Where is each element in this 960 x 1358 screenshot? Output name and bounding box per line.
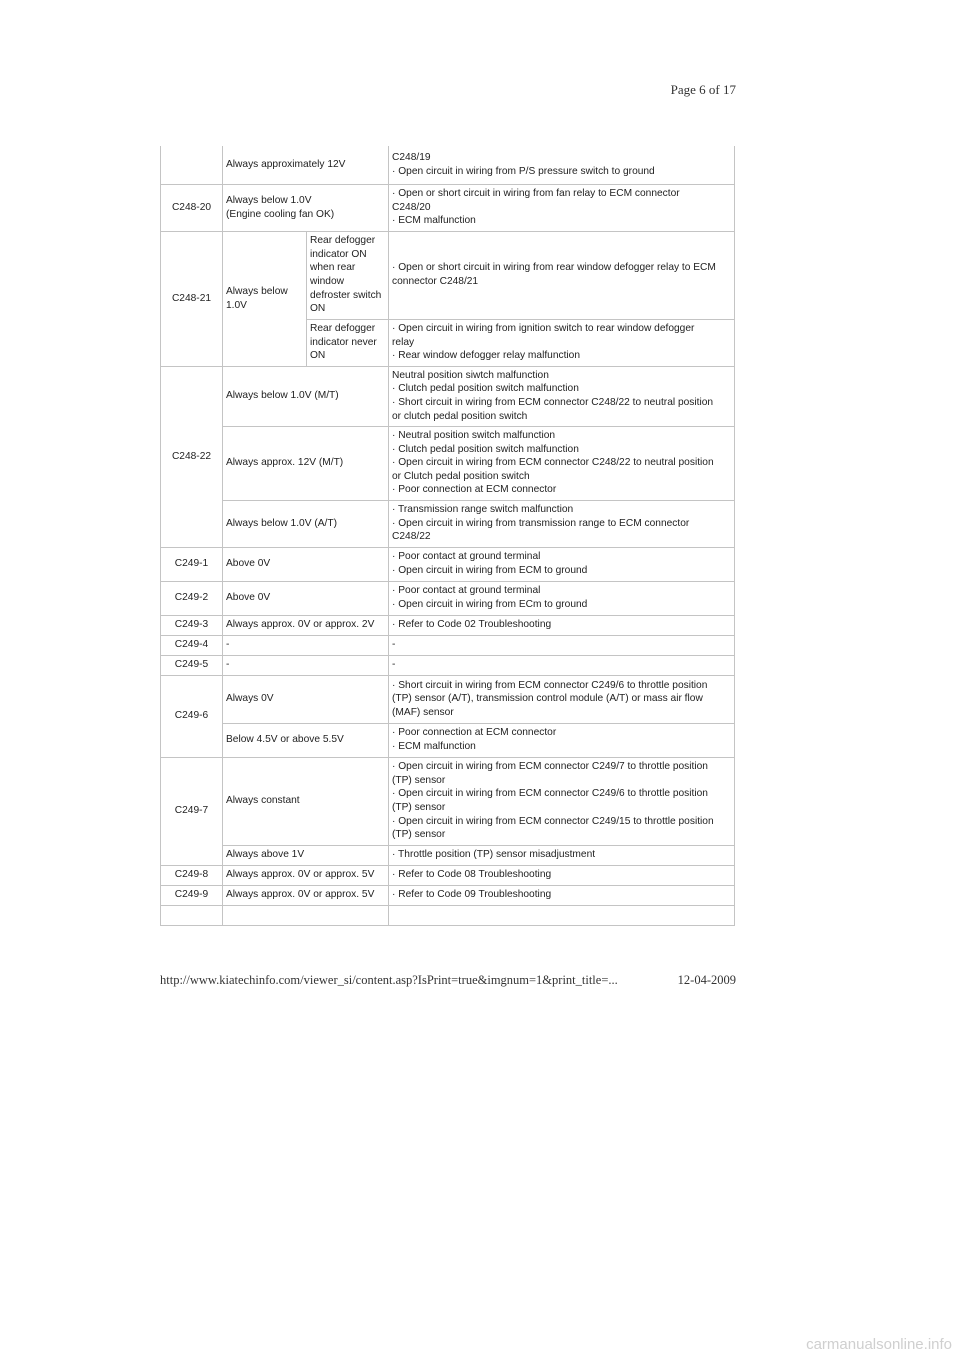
cause-line: · Poor contact at ground terminal [392,551,541,563]
cause-line: · Open circuit in wiring from ignition switch to rear window defogger [392,323,695,335]
condition-cell [307,319,389,366]
table-row [161,426,735,500]
voltage-line: Always below [226,285,288,297]
empty-cell [161,905,223,925]
page-number: Page 6 of 17 [670,82,736,97]
voltage-cell [223,231,307,366]
table-row [161,675,735,723]
cause-line: relay [392,336,415,348]
cause-line: or clutch pedal position switch [392,410,528,422]
voltage-cell: Always approx. 0V or approx. 5V [223,885,389,905]
cause-line: · Open circuit in wiring from ECM to ground [392,565,588,576]
cause-line: · Open or short circuit in wiring from rear window defogger relay to ECM [392,262,716,274]
condition-line: defroster switch [310,289,382,301]
table-row [161,500,735,547]
cause-line: · Open circuit in wiring from ECM connector C248/22 to neutral position [392,457,714,469]
table-row [161,366,735,426]
cause-line: C248/19 [392,152,431,164]
cause-line: C248/20 [392,201,431,213]
voltage-cell: Always constant [223,757,389,845]
cause-cell [389,675,735,723]
cause-cell [389,426,735,500]
voltage-cell: Always approx. 12V (M/T) [223,426,389,500]
voltage-cell: Above 0V [223,581,389,615]
cause-line: C248/22 [392,531,431,543]
cause-cell [389,319,735,366]
cause-cell [389,184,735,231]
table-row [161,723,735,757]
voltage-line: (Engine cooling fan OK) [226,208,335,220]
terminal-cell: C249-1 [161,547,223,581]
cause-line: (MAF) sensor [392,706,454,718]
cause-cell [389,547,735,581]
table-row [161,231,735,319]
voltage-line: Always below 1.0V [226,194,312,206]
terminal-cell: C249-7 [161,757,223,865]
table-row [161,865,735,885]
voltage-cell: - [223,635,389,655]
cause-line: (TP) sensor [392,829,446,841]
cause-cell: · Refer to Code 09 Troubleshooting [389,885,735,905]
voltage-cell: Always below 1.0V (A/T) [223,500,389,547]
cause-line: (TP) sensor [392,774,446,786]
condition-line: indicator never [310,336,377,348]
table-row [161,845,735,865]
cause-line: · ECM malfunction [392,215,476,227]
condition-line: window [310,276,344,287]
footer-date: 12-04-2009 [677,973,736,987]
table-row [161,885,735,905]
cause-line: · Open circuit in wiring from P/S pressure switch to ground [392,165,655,177]
watermark-text: carmanualsonline.info [806,1336,952,1353]
cause-line: · Open circuit in wiring from ECM connector C249/15 to throttle position [392,815,714,827]
cause-line: · Clutch pedal position switch malfunction [392,443,579,455]
cause-line: · Poor connection at ECM connector [392,727,557,739]
cause-cell [389,500,735,547]
voltage-cell [223,184,389,231]
cause-line: connector C248/21 [392,276,479,287]
terminal-cell: C249-3 [161,615,223,635]
table-row [161,146,735,184]
voltage-line: 1.0V [226,299,247,311]
cause-cell: · Throttle position (TP) sensor misadjustment [389,845,735,865]
voltage-cell: Always approximately 12V [223,146,389,184]
terminal-cell: C249-5 [161,655,223,675]
cause-cell [389,146,735,184]
terminal-cell: C249-2 [161,581,223,615]
terminal-cell: C248-21 [161,231,223,366]
cause-line: or Clutch pedal position switch [392,470,530,482]
voltage-cell: Always above 1V [223,845,389,865]
condition-line: when rear [310,262,356,274]
table-row [161,655,735,675]
voltage-cell: Above 0V [223,547,389,581]
terminal-cell: C248-22 [161,366,223,547]
cause-cell: - [389,655,735,675]
cause-cell [389,366,735,426]
empty-cell [389,905,735,925]
voltage-cell: Always below 1.0V (M/T) [223,366,389,426]
condition-line: Rear defogger [310,235,376,247]
voltage-cell: Always approx. 0V or approx. 2V [223,615,389,635]
table-row [161,905,735,925]
cause-cell: · Refer to Code 08 Troubleshooting [389,865,735,885]
voltage-cell: Always approx. 0V or approx. 5V [223,865,389,885]
terminal-cell: C249-4 [161,635,223,655]
terminal-cell: C249-8 [161,865,223,885]
cause-line: Neutral position siwtch malfunction [392,369,549,381]
cause-line: · Open circuit in wiring from ECM connector C249/7 to throttle position [392,761,708,773]
condition-cell [307,231,389,319]
cause-cell [389,723,735,757]
terminal-cell: C249-6 [161,675,223,757]
table-row [161,581,735,615]
table-row [161,547,735,581]
terminal-cell [161,146,223,184]
cause-line: (TP) sensor (A/T), transmission control module (A/T) or mass air flow [392,693,703,705]
condition-line: ON [310,350,326,362]
table-row [161,757,735,845]
cause-line: · Rear window defogger relay malfunction [392,350,581,362]
voltage-cell: Always 0V [223,675,389,723]
cause-cell [389,231,735,319]
cause-line: · Neutral position switch malfunction [392,430,556,442]
cause-line: · Short circuit in wiring from ECM connector C248/22 to neutral position [392,397,714,408]
condition-line: indicator ON [310,248,367,260]
cause-line: · Transmission range switch malfunction [392,504,574,516]
voltage-cell: - [223,655,389,675]
cause-line: · Open or short circuit in wiring from fan relay to ECM connector [392,188,680,200]
cause-line: · Short circuit in wiring from ECM connector C249/6 to throttle position [392,679,708,691]
cause-line: · Open circuit in wiring from transmission range to ECM connector [392,517,690,529]
table-row [161,615,735,635]
cause-line: · Poor contact at ground terminal [392,585,541,597]
cause-cell: - [389,635,735,655]
cause-line: · ECM malfunction [392,741,476,752]
cause-line: · Clutch pedal position switch malfunction [392,383,579,395]
cause-line: · Open circuit in wiring from ECm to ground [392,599,588,610]
ecm-terminal-diagnostic-table [160,146,735,926]
cause-cell: · Refer to Code 02 Troubleshooting [389,615,735,635]
condition-line: Rear defogger [310,323,376,335]
cause-cell [389,581,735,615]
voltage-cell: Below 4.5V or above 5.5V [223,723,389,757]
footer-url: http://www.kiatechinfo.com/viewer_si/content.asp?IsPrint=true&imgnum=1&print_title=... [160,973,618,987]
print-footer [160,973,736,988]
condition-line: ON [310,303,326,315]
terminal-cell: C248-20 [161,184,223,231]
terminal-cell: C249-9 [161,885,223,905]
empty-cell [223,905,389,925]
cause-line: (TP) sensor [392,802,446,813]
table-row [161,635,735,655]
cause-cell [389,757,735,845]
cause-line: · Poor connection at ECM connector [392,484,557,496]
table-row [161,184,735,231]
cause-line: · Open circuit in wiring from ECM connector C249/6 to throttle position [392,788,708,800]
